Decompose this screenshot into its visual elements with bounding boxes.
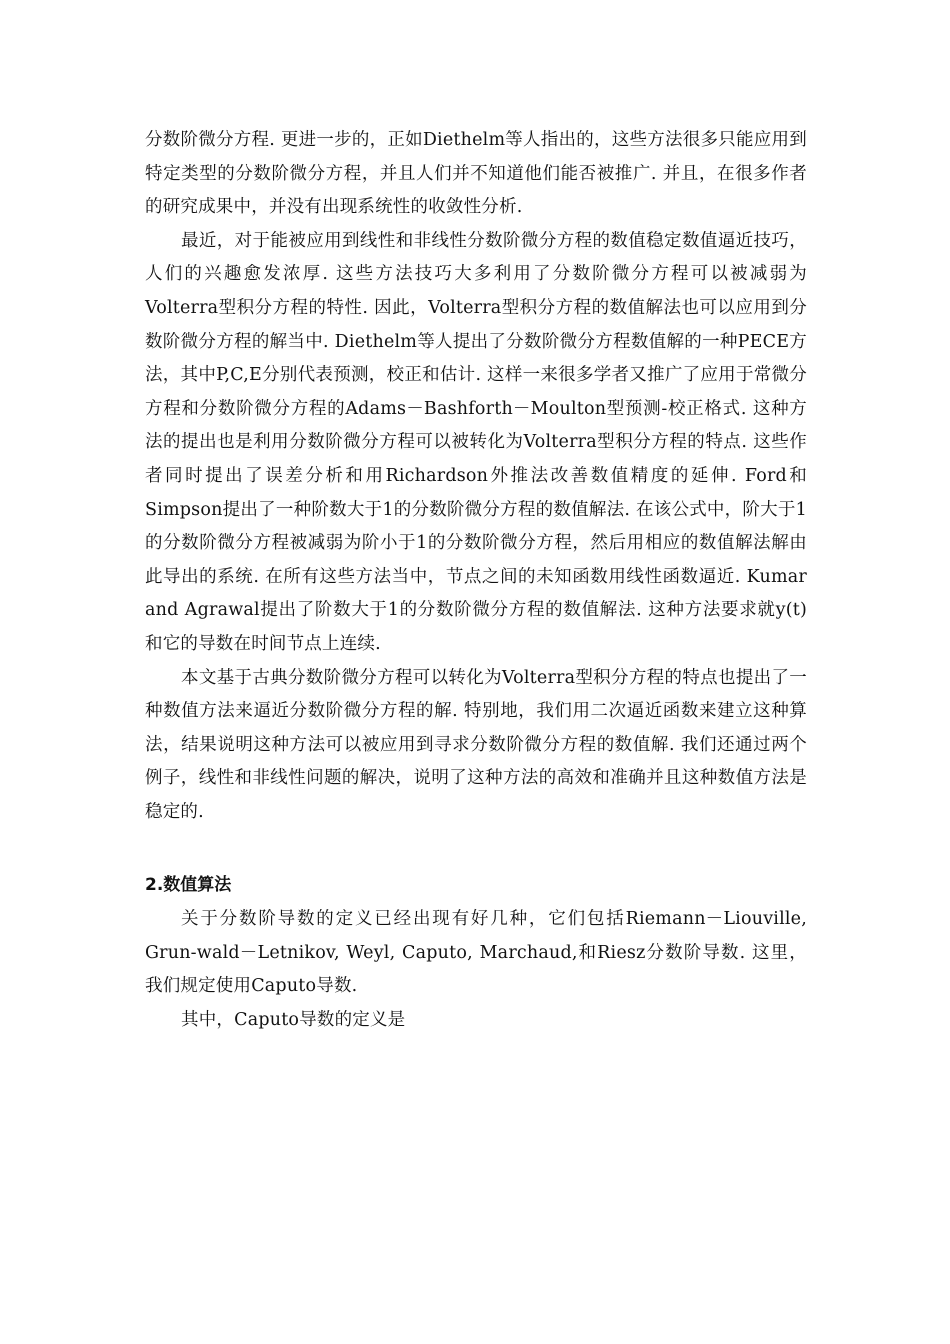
section-heading: 2.数值算法 bbox=[145, 875, 232, 896]
page-content bbox=[145, 124, 807, 1037]
paragraph-this-paper: 本文基于古典分数阶微分方程可以转化为Volterra型积分方程的特点也提出了一种数值方法来逼近分数阶微分方程的解. 特别地，我们用二次逼近函数来建立这种算法，结果说明这种方法可以被应用到寻求分数阶微分方程的数值解. 我们还通过两个例子，线性和非线性问题的解决，说明了这种方法的高效和准确并且这种数值方法是稳定的. bbox=[145, 667, 807, 822]
paragraph-recent-methods: 最近，对于能被应用到线性和非线性分数阶微分方程的数值稳定数值逼近技巧，人们的兴趣愈发浓厚. 这些方法技巧大多利用了分数阶微分方程可以被减弱为Volterra型积分方程的特性. 因此，Volterra型积分方程的数值解法也可以应用到分数阶微分方程的解当中. Diethelm等人提出了分数阶微分方程数值解的一种PECE方法，其中P,C,E分别代表预测，校正和估计. 这样一来很多学者又推广了应用于常微分方程和分数阶微分方程的Adams－Bashforth－Moulton型预测-校正格式. 这种方法的提出也是利用分数阶微分方程可以被转化为Volterra型积分方程的特点. 这些作者同时提出了误差分析和用Richardson外推法改善数值精度的延伸. Ford和Simpson提出了一种阶数大于1的分数阶微分方程的数值解法. 在该公式中，阶大于1的分数阶微分方程被减弱为阶小于1的分数阶微分方程，然后用相应的数值解法解由此导出的系统. 在所有这些方法当中，节点之间的未知函数用线性函数逼近. Kumar and Agrawal提出了阶数大于1的分数阶微分方程的数值解法. 这种方法要求就y(t)和它的导数在时间节点上连续. bbox=[145, 230, 807, 654]
paragraph-derivative-definitions: 关于分数阶导数的定义已经出现有好几种，它们包括Riemann－Liouville, Grun-wald－Letnikov, Weyl, Caputo, Marchaud,和Riesz分数阶导数. 这里，我们规定使用Caputo导数. bbox=[145, 909, 807, 997]
paragraph-continuation: 分数阶微分方程. 更进一步的，正如Diethelm等人指出的，这些方法很多只能应用到特定类型的分数阶微分方程，并且人们并不知道他们能否被推广. 并且，在很多作者的研究成果中，并没有出现系统性的收敛性分析. bbox=[145, 130, 807, 218]
paragraph-caputo-definition: 其中，Caputo导数的定义是 bbox=[181, 1009, 406, 1030]
